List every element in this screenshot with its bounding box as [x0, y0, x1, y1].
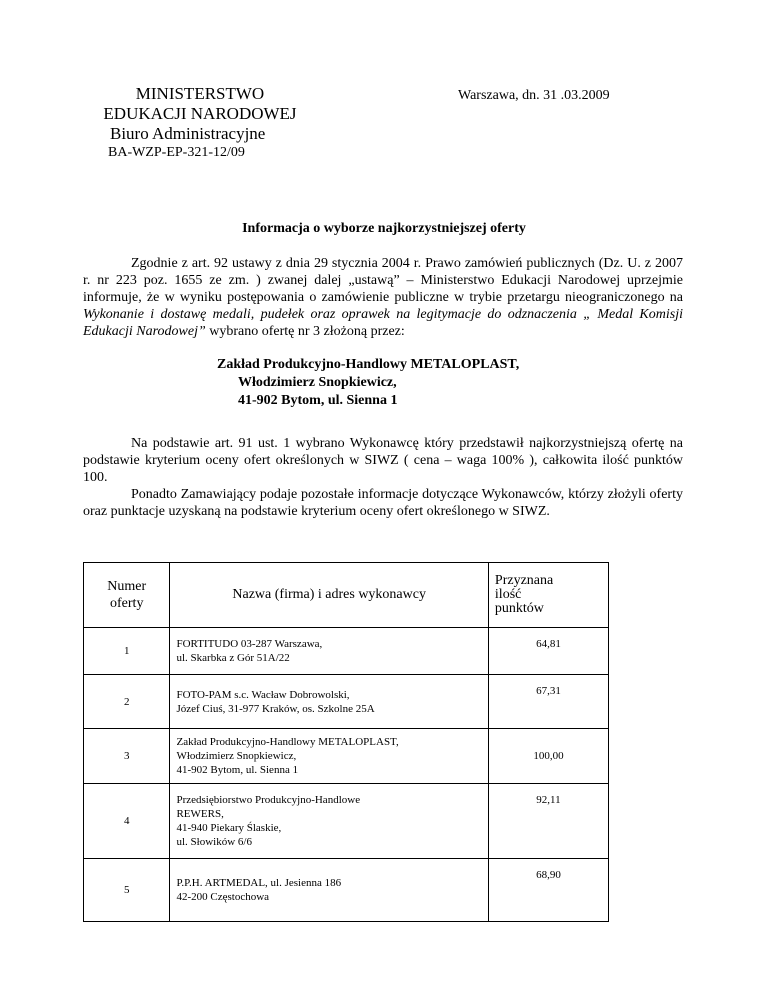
- offer-number: 5: [84, 859, 170, 922]
- offer-number: 1: [84, 628, 170, 675]
- table-row: [84, 859, 609, 922]
- table-row: [84, 784, 609, 859]
- offer-points: 67,31: [488, 675, 608, 729]
- paragraph-other-offers: Ponadto Zamawiający podaje pozostałe informacje dotyczące Wykonawców, którzy złożyli oferty oraz punktacje uzyskaną na podstawie kryterium oceny ofert określonego w SIWZ.: [83, 487, 683, 519]
- table-row: [84, 628, 609, 675]
- offer-points: 68,90: [488, 859, 608, 922]
- ministry-line-2: EDUKACJI NARODOWEJ: [103, 104, 297, 123]
- document-date: Warszawa, dn. 31 .03.2009: [458, 88, 610, 103]
- paragraph-intro-part2: wybrano ofertę nr 3 złożoną przez:: [205, 324, 405, 339]
- tender-subject: Wykonanie i dostawę medali, pudełek oraz oprawek na legitymacje do odznaczenia „ Medal Komisji Edukacji Narodowej”: [83, 307, 683, 339]
- offer-points: 64,81: [488, 628, 608, 675]
- offers-table: [83, 562, 609, 922]
- document-title: Informacja o wyborze najkorzystniejszej oferty: [242, 221, 526, 236]
- offer-number: 2: [84, 675, 170, 729]
- winner-block: [217, 356, 519, 410]
- winner-owner: Włodzimierz Snopkiewicz,: [238, 375, 397, 390]
- paragraph-intro: [83, 255, 683, 340]
- header-contractor: Nazwa (firma) i adres wykonawcy: [170, 563, 488, 628]
- winner-company: Zakład Produkcyjno-Handlowy METALOPLAST,: [217, 357, 520, 372]
- ministry-name: [0, 84, 400, 124]
- contractor-name: P.P.H. ARTMEDAL, ul. Jesienna 186 42-200 Częstochowa: [170, 859, 488, 922]
- office-name: Biuro Administracyjne: [110, 124, 266, 143]
- header-points: Przyznana ilość punktów: [488, 563, 608, 628]
- offer-points: 100,00: [488, 729, 608, 784]
- table-header-row: [84, 563, 609, 628]
- contractor-name: Zakład Produkcyjno-Handlowy METALOPLAST, Włodzimierz Snopkiewicz, 41-902 Bytom, ul. Sienna 1: [170, 729, 488, 784]
- offer-number: 3: [84, 729, 170, 784]
- table-row: [84, 675, 609, 729]
- paragraph-intro-part1: Zgodnie z art. 92 ustawy z dnia 29 stycznia 2004 r. Prawo zamówień publicznych (Dz. U. z 2007 r. nr 223 poz. 1655 ze zm. ) zwanej dalej „ustawą” – Ministerstwo Edukacji Narodowej uprzejmie informuje, że w wyniku postępowania o zamówienie publiczne w trybie przetargu nieograniczonego na: [83, 256, 683, 305]
- contractor-name: FORTITUDO 03-287 Warszawa, ul. Skarbka z Gór 51A/22: [170, 628, 488, 675]
- contractor-name: Przedsiębiorstwo Produkcyjno-Handlowe REWERS, 41-940 Piekary Ślaskie, ul. Słowików 6/6: [170, 784, 488, 859]
- paragraph-selection-basis: Na podstawie art. 91 ust. 1 wybrano Wykonawcę który przedstawił najkorzystniejszą ofertę na podstawie kryterium oceny ofert określonych w SIWZ ( cena – waga 100% ), całkowita ilość punktów 100.: [83, 436, 683, 485]
- reference-number: BA-WZP-EP-321-12/09: [108, 145, 245, 160]
- table-row: [84, 729, 609, 784]
- header-offer-number: Numer oferty: [84, 563, 170, 628]
- winner-address: 41-902 Bytom, ul. Sienna 1: [238, 393, 398, 408]
- offer-number: 4: [84, 784, 170, 859]
- contractor-name: FOTO-PAM s.c. Wacław Dobrowolski, Józef Ciuś, 31-977 Kraków, os. Szkolne 25A: [170, 675, 488, 729]
- ministry-line-1: MINISTERSTWO: [135, 84, 265, 103]
- offer-points: 92,11: [488, 784, 608, 859]
